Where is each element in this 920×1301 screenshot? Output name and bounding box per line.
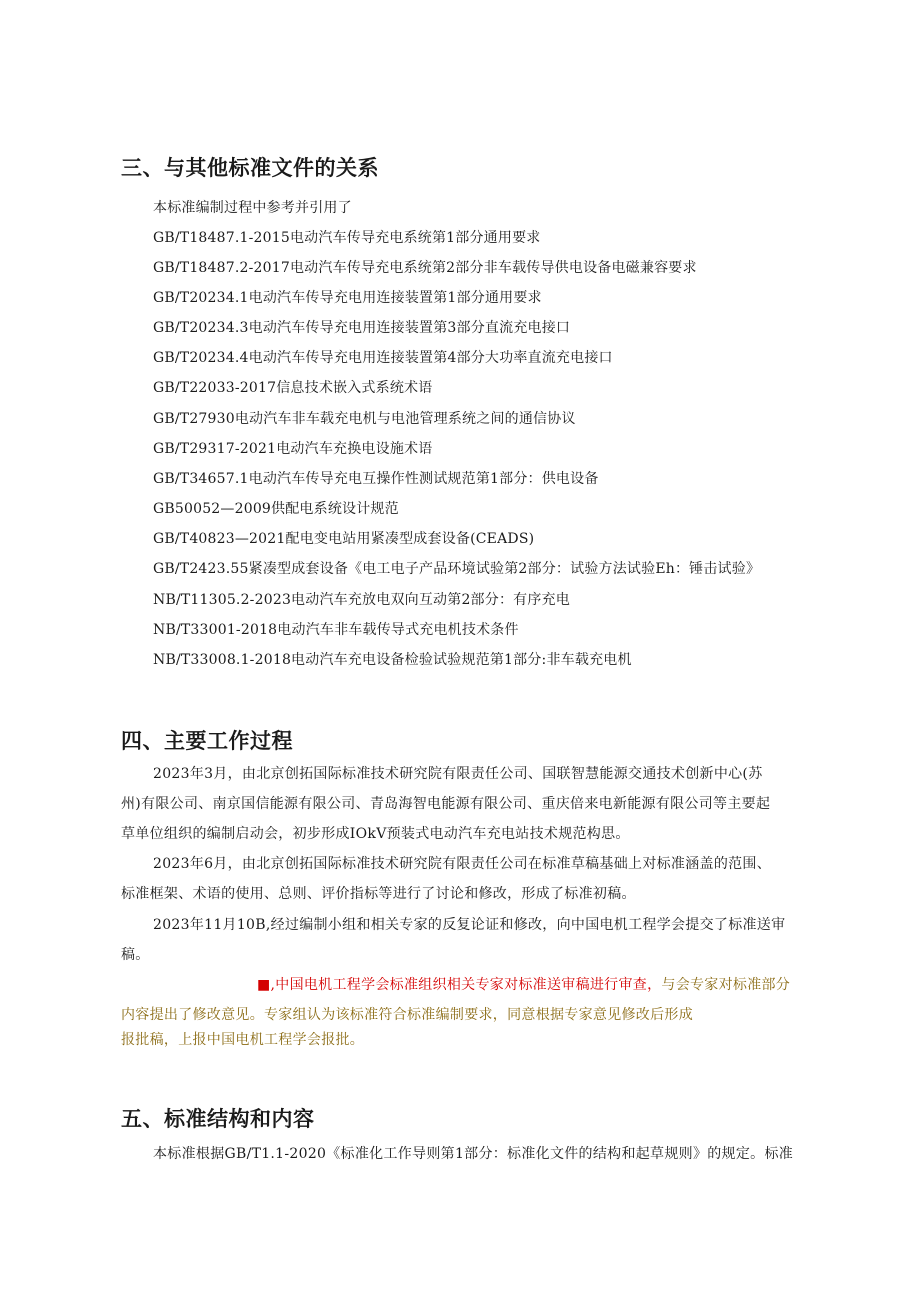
section4-p3-line: 2023年11月10B,经过编制小组和相关专家的反复论证和修改，向中国电机工程学会提交了标准送审 bbox=[153, 917, 786, 933]
section5-heading: 五、标准结构和内容 bbox=[121, 1107, 315, 1131]
section4-p1-line: 2023年3月，由北京创拓国际标准技术研究院有限责任公司、国联智慧能源交通技术创新中心(苏 bbox=[153, 766, 763, 782]
section4-p4-line: 报批稿，上报中国电机工程学会报批。 bbox=[121, 1032, 365, 1048]
section4-heading: 四、主要工作过程 bbox=[121, 729, 293, 753]
revision-mark: ■, bbox=[257, 977, 276, 993]
reference-item: GB/T22033-2017信息技术嵌入式系统术语 bbox=[153, 380, 433, 396]
reference-item: GB/T34657.1电动汽车传导充电互操作性测试规范第1部分：供电设备 bbox=[153, 471, 599, 487]
reference-item: NB/T33008.1-2018电动汽车充电设备检验试验规范第1部分:非车载充电机 bbox=[153, 652, 632, 668]
reference-item: GB/T18487.1-2015电动汽车传导充电系统第1部分通用要求 bbox=[153, 230, 541, 246]
revision-text: 与会专家对标准部分 bbox=[661, 977, 791, 993]
reference-item: GB50052—2009供配电系统设计规范 bbox=[153, 501, 399, 517]
section4-p1-line: 草单位组织的编制启动会，初步形成IOkV预装式电动汽车充电站技术规范构思。 bbox=[121, 826, 630, 842]
reference-item: GB/T29317-2021电动汽车充换电设施术语 bbox=[153, 441, 433, 457]
section3-intro: 本标准编制过程中参考并引用了 bbox=[153, 200, 352, 216]
section4-p4-line: 内容提出了修改意见。专家组认为该标准符合标准编制要求，同意根据专家意见修改后形成 bbox=[121, 1007, 693, 1023]
section4-p4-first-line bbox=[257, 974, 790, 994]
reference-item: GB/T18487.2-2017电动汽车传导充电系统第2部分非车载传导供电设备电磁兼容要求 bbox=[153, 260, 697, 276]
section4-p2-line: 标准框架、术语的使用、总则、评价指标等进行了讨论和修改，形成了标准初稿。 bbox=[121, 886, 636, 902]
reference-item: GB/T40823—2021配电变电站用紧凑型成套设备(CEADS) bbox=[153, 531, 535, 547]
reference-item: GB/T20234.1电动汽车传导充电用连接装置第1部分通用要求 bbox=[153, 290, 542, 306]
reference-item: GB/T2423.55紧凑型成套设备《电工电子产品环境试验第2部分：试验方法试验Eh：锤击试验》 bbox=[153, 561, 761, 577]
section4-p2-line: 2023年6月，由北京创拓国际标准技术研究院有限责任公司在标准草稿基础上对标准涵盖的范围、 bbox=[153, 856, 772, 872]
section3-heading: 三、与其他标准文件的关系 bbox=[121, 156, 379, 180]
reference-item: GB/T20234.3电动汽车传导充电用连接装置第3部分直流充电接口 bbox=[153, 320, 571, 336]
section4-p1-line: 州)有限公司、南京国信能源有限公司、青岛海智电能源有限公司、重庆倍来电新能源有限公司等主要起 bbox=[121, 796, 771, 812]
reference-item: NB/T33001-2018电动汽车非车载传导式充电机技术条件 bbox=[153, 622, 519, 638]
section5-p1: 本标准根据GB/T1.1-2020《标准化工作导则第1部分：标准化文件的结构和起草规则》的规定。标准 bbox=[153, 1146, 794, 1162]
section4-p3-line: 稿。 bbox=[121, 947, 150, 963]
reference-item: NB/T11305.2-2023电动汽车充放电双向互动第2部分：有序充电 bbox=[153, 592, 570, 608]
reference-item: GB/T27930电动汽车非车载充电机与电池管理系统之间的通信协议 bbox=[153, 411, 576, 427]
reference-item: GB/T20234.4电动汽车传导充电用连接装置第4部分大功率直流充电接口 bbox=[153, 350, 613, 366]
revision-red-text: 中国电机工程学会标准组织相关专家对标准送审稿进行审查， bbox=[275, 977, 662, 993]
